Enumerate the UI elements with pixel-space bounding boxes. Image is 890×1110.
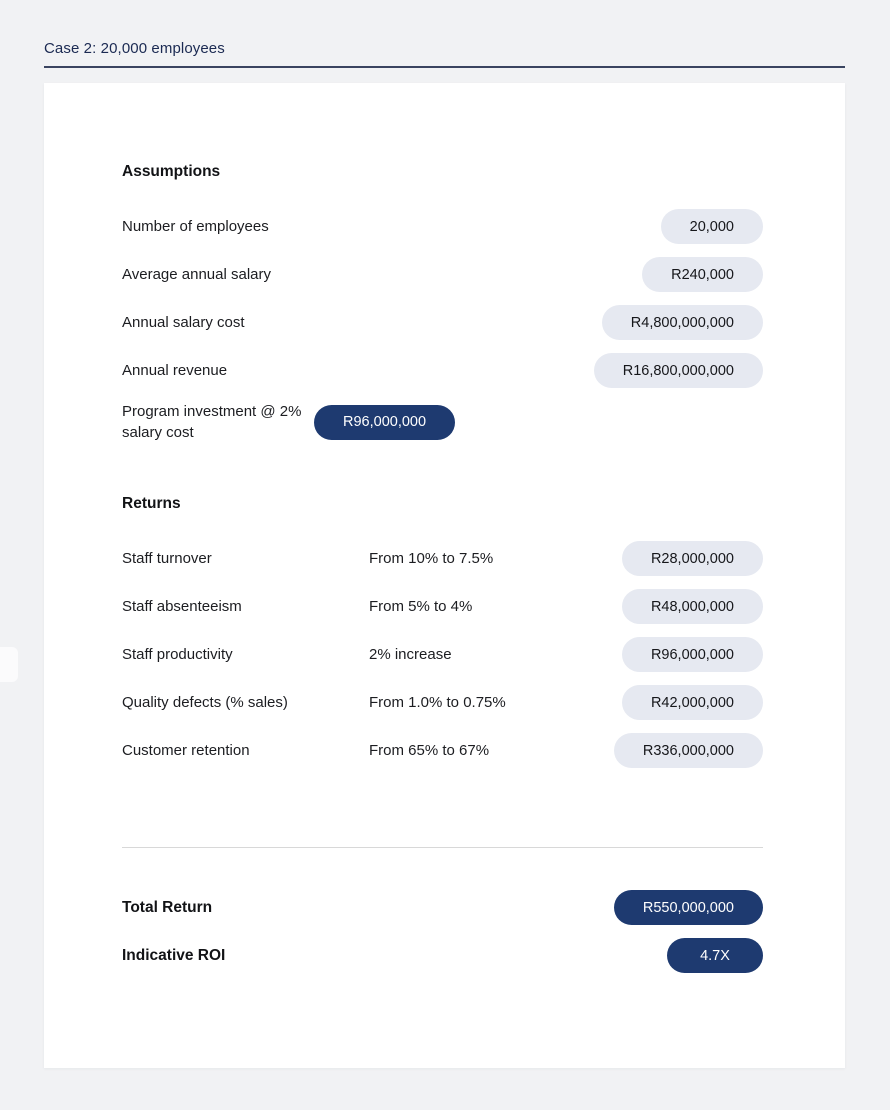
section-divider [122, 847, 763, 848]
value-badge: R42,000,000 [622, 685, 763, 720]
row-label: Staff absenteeism [122, 598, 242, 615]
summary-section [122, 890, 763, 973]
total-return-label: Total Return [122, 898, 213, 916]
table-row [122, 209, 763, 244]
row-label: Annual revenue [122, 362, 228, 379]
row-label: Quality defects (% sales) [122, 694, 288, 711]
table-row [122, 685, 763, 720]
returns-section [122, 495, 763, 768]
row-label: Program investment @ 2% salary cost [122, 403, 302, 441]
value-badge: R28,000,000 [622, 541, 763, 576]
row-detail: From 1.0% to 0.75% [369, 694, 506, 711]
row-label: Annual salary cost [122, 314, 245, 331]
table-row [122, 257, 763, 292]
table-row [122, 305, 763, 340]
value-badge: R96,000,000 [622, 637, 763, 672]
table-row [122, 353, 763, 388]
row-detail: 2% increase [369, 646, 452, 663]
table-row [122, 733, 763, 768]
row-detail: From 65% to 67% [369, 742, 490, 759]
left-edge-artifact [0, 647, 18, 682]
case-card [44, 83, 845, 1068]
value-badge: R336,000,000 [614, 733, 763, 768]
value-badge: 20,000 [661, 209, 763, 244]
row-label: Number of employees [122, 218, 269, 235]
assumptions-heading: Assumptions [122, 163, 221, 180]
indicative-roi-label: Indicative ROI [122, 946, 226, 964]
returns-heading: Returns [122, 495, 181, 512]
table-row [122, 541, 763, 576]
row-label: Average annual salary [122, 266, 271, 283]
row-detail: From 5% to 4% [369, 598, 473, 615]
title-underline [44, 66, 845, 68]
table-row [122, 890, 763, 925]
row-label: Staff productivity [122, 646, 233, 663]
table-row [122, 401, 763, 443]
row-label: Customer retention [122, 742, 250, 759]
value-badge: R4,800,000,000 [602, 305, 763, 340]
row-label: Staff turnover [122, 550, 212, 567]
value-badge-highlight: R96,000,000 [314, 405, 455, 440]
value-badge: R48,000,000 [622, 589, 763, 624]
table-row [122, 938, 763, 973]
page-title: Case 2: 20,000 employees [44, 40, 225, 57]
table-row [122, 637, 763, 672]
value-badge: R240,000 [642, 257, 763, 292]
table-row [122, 589, 763, 624]
total-return-badge: R550,000,000 [614, 890, 763, 925]
indicative-roi-badge: 4.7X [667, 938, 763, 973]
assumptions-section [122, 163, 763, 443]
value-badge: R16,800,000,000 [594, 353, 763, 388]
row-detail: From 10% to 7.5% [369, 550, 494, 567]
